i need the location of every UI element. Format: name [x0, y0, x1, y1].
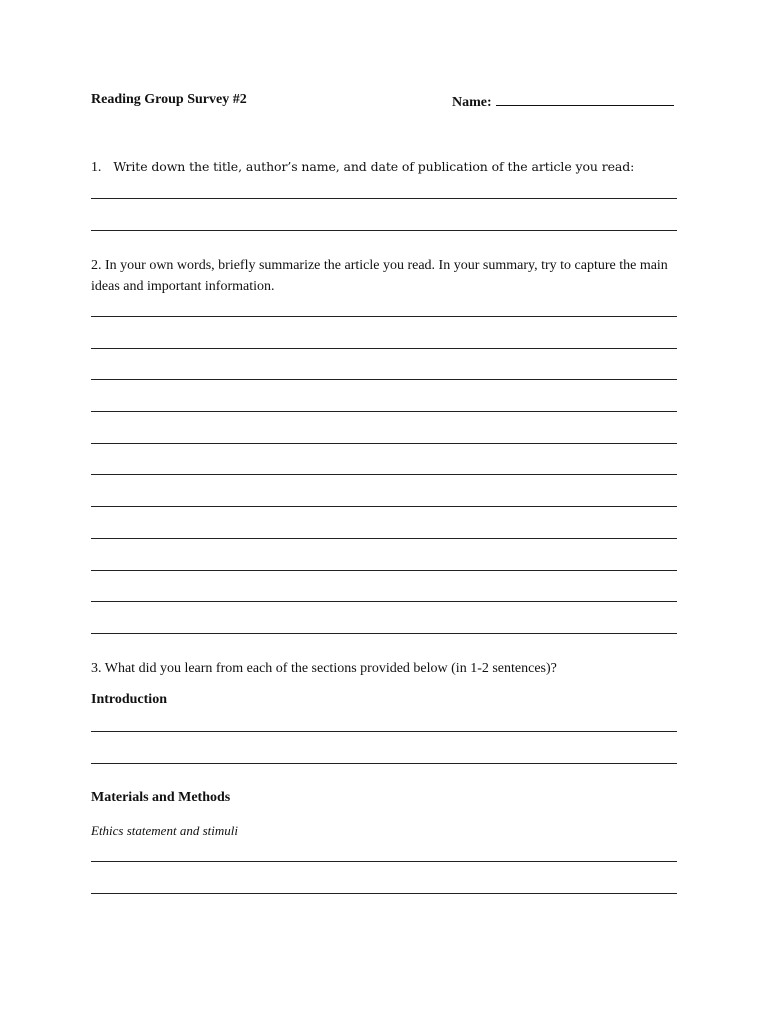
- question-1-number: 1.: [91, 160, 102, 175]
- section-materials-methods-heading: Materials and Methods: [91, 790, 231, 805]
- section-introduction-heading: Introduction: [91, 692, 167, 707]
- q1-answer-line[interactable]: [91, 230, 677, 231]
- q2-answer-line[interactable]: [91, 506, 677, 507]
- q2-answer-line[interactable]: [91, 379, 677, 380]
- ethics-answer-line[interactable]: [91, 861, 677, 862]
- name-input-line[interactable]: [496, 92, 674, 106]
- name-field-label: [452, 92, 674, 111]
- question-3: 3. What did you learn from each of the sections provided below (in 1-2 sentences)?: [91, 661, 557, 676]
- q1-answer-line[interactable]: [91, 198, 677, 199]
- q2-answer-line[interactable]: [91, 348, 677, 349]
- q2-answer-line[interactable]: [91, 538, 677, 539]
- question-1: [91, 156, 681, 178]
- subsection-ethics-heading: Ethics statement and stimuli: [91, 823, 238, 838]
- introduction-answer-line[interactable]: [91, 763, 677, 764]
- q2-answer-line[interactable]: [91, 411, 677, 412]
- q2-answer-line[interactable]: [91, 570, 677, 571]
- introduction-answer-line[interactable]: [91, 731, 677, 732]
- ethics-answer-line[interactable]: [91, 893, 677, 894]
- q2-answer-line[interactable]: [91, 633, 677, 634]
- q2-answer-line[interactable]: [91, 316, 677, 317]
- question-2: 2. In your own words, briefly summarize the article you read. In your summary, try to capture the main ideas and important information.: [91, 258, 668, 294]
- name-label-text: Name:: [452, 95, 492, 110]
- survey-title: Reading Group Survey #2: [91, 92, 247, 107]
- q2-answer-line[interactable]: [91, 601, 677, 602]
- question-1-text: Write down the title, author’s name, and date of publication of the article you read:: [113, 159, 635, 174]
- q2-answer-line[interactable]: [91, 474, 677, 475]
- q2-answer-line[interactable]: [91, 443, 677, 444]
